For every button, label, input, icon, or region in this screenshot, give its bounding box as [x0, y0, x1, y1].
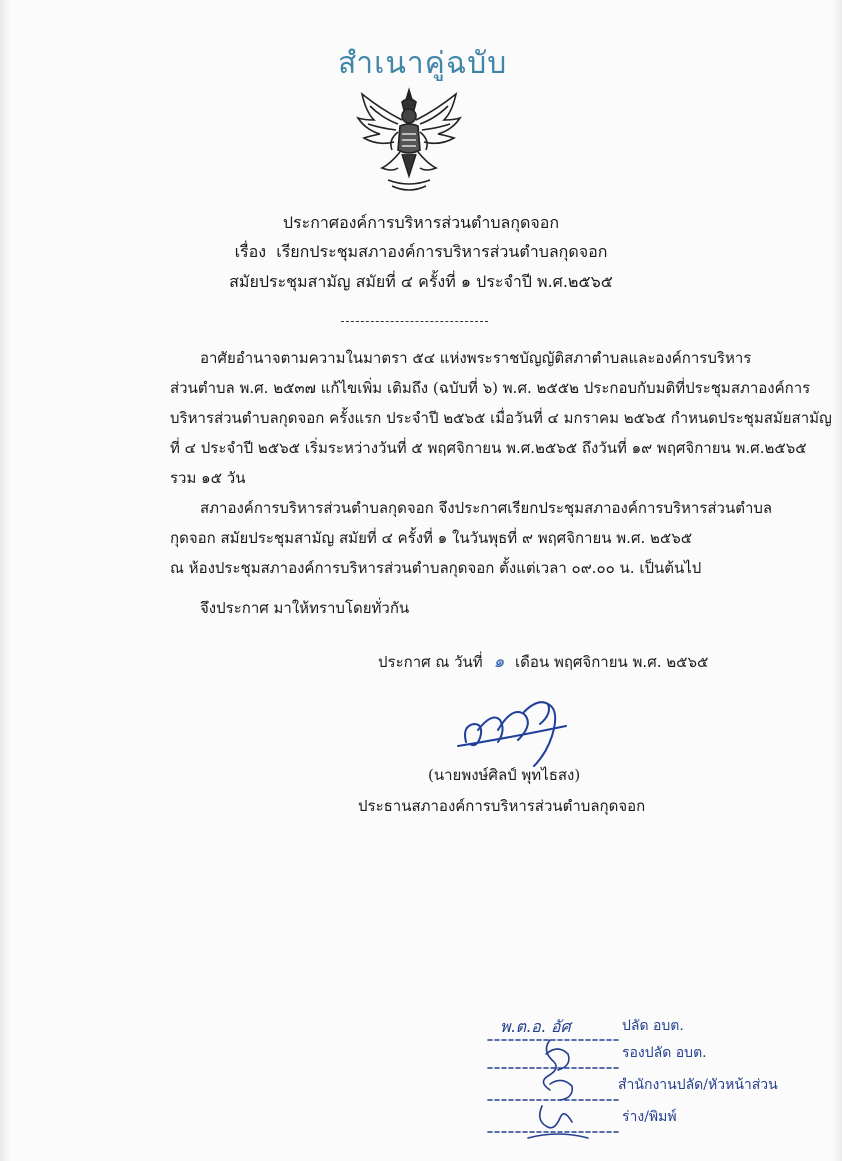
date-line — [378, 648, 708, 675]
paragraph-line: ที่ ๔ ประจำปี ๒๕๖๕ เริ่มระหว่างวันที่ ๕ พฤศจิกายน พ.ศ.๒๕๖๕ ถึงวันที่ ๑๙ พฤศจิกายน พ.ศ.๒๕๖๕ — [170, 439, 807, 457]
paragraph-line: อาศัยอำนาจตามความในมาตรา ๕๔ แห่งพระราชบัญญัติสภาตำบลและองค์การบริหาร — [200, 349, 752, 367]
announce-line: จึงประกาศ มาให้ทราบโดยทั่วกัน — [200, 599, 410, 617]
date-prefix: ประกาศ ณ วันที่ — [378, 653, 483, 671]
paragraph-line: บริหารส่วนตำบลกุดจอก ครั้งแรก ประจำปี ๒๕๖๕ เมื่อวันที่ ๔ มกราคม ๒๕๖๕ กำหนดประชุมสมัยสามัญ — [170, 409, 832, 427]
paragraph-line: กุดจอก สมัยประชุมสามัญ สมัยที่ ๔ ครั้งที่ ๑ ในวันพุธที่ ๙ พฤศจิกายน พ.ศ. ๒๕๖๕ — [170, 529, 693, 547]
date-suffix: เดือน พฤศจิกายน พ.ศ. ๒๕๖๕ — [515, 653, 709, 671]
body-paragraph-2 — [170, 493, 773, 583]
signer-name: (นายพงษ์ศิลป์ พุทไธสง) — [428, 766, 581, 784]
date-day-handwritten: ๑ — [493, 652, 505, 672]
title-divider — [341, 321, 488, 322]
paragraph-line: รวม ๑๕ วัน — [170, 469, 246, 487]
announcement-subject — [0, 240, 842, 265]
session-title: สมัยประชุมสามัญ สมัยที่ ๔ ครั้งที่ ๑ ประจำปี พ.ศ.๒๕๖๕ — [229, 272, 613, 291]
routing-item: สำนักงานปลัด/หัวหน้าส่วน — [618, 1077, 778, 1093]
subject-text: เรียกประชุมสภาองค์การบริหารส่วนตำบลกุดจอก — [276, 242, 608, 261]
subject-label: เรื่อง — [234, 242, 267, 261]
routing-item: ร่าง/พิมพ์ — [622, 1109, 677, 1125]
routing-handwritten-note: พ.ต.อ. อัศ — [500, 1017, 571, 1036]
chairman-signature-icon — [448, 690, 578, 770]
paragraph-line: สภาองค์การบริหารส่วนตำบลกุดจอก จึงประกาศเรียกประชุมสภาองค์การบริหารส่วนตำบล — [200, 499, 773, 517]
announcement-title: ประกาศองค์การบริหารส่วนตำบลกุดจอก — [282, 213, 560, 232]
routing-item: รองปลัด อบต. — [622, 1045, 707, 1061]
routing-item: ปลัด อบต. — [622, 1018, 684, 1034]
scan-edge-left — [0, 0, 10, 1161]
garuda-emblem-icon — [352, 84, 466, 198]
copy-stamp: สำเนาคู่ฉบับ — [338, 46, 508, 81]
scan-edge-right — [832, 0, 842, 1161]
body-paragraph-1 — [170, 343, 832, 493]
paragraph-line: ณ ห้องประชุมสภาองค์การบริหารส่วนตำบลกุดจอก ตั้งแต่เวลา ๐๙.๐๐ น. เป็นต้นไป — [170, 559, 702, 577]
paragraph-line: ส่วนตำบล พ.ศ. ๒๕๓๗ แก้ไขเพิ่ม เติมถึง (ฉบับที่ ๖) พ.ศ. ๒๕๕๒ ประกอบกับมติที่ประชุมสภาองค์การ — [170, 379, 811, 397]
signer-position: ประธานสภาองค์การบริหารส่วนตำบลกุดจอก — [358, 797, 646, 815]
